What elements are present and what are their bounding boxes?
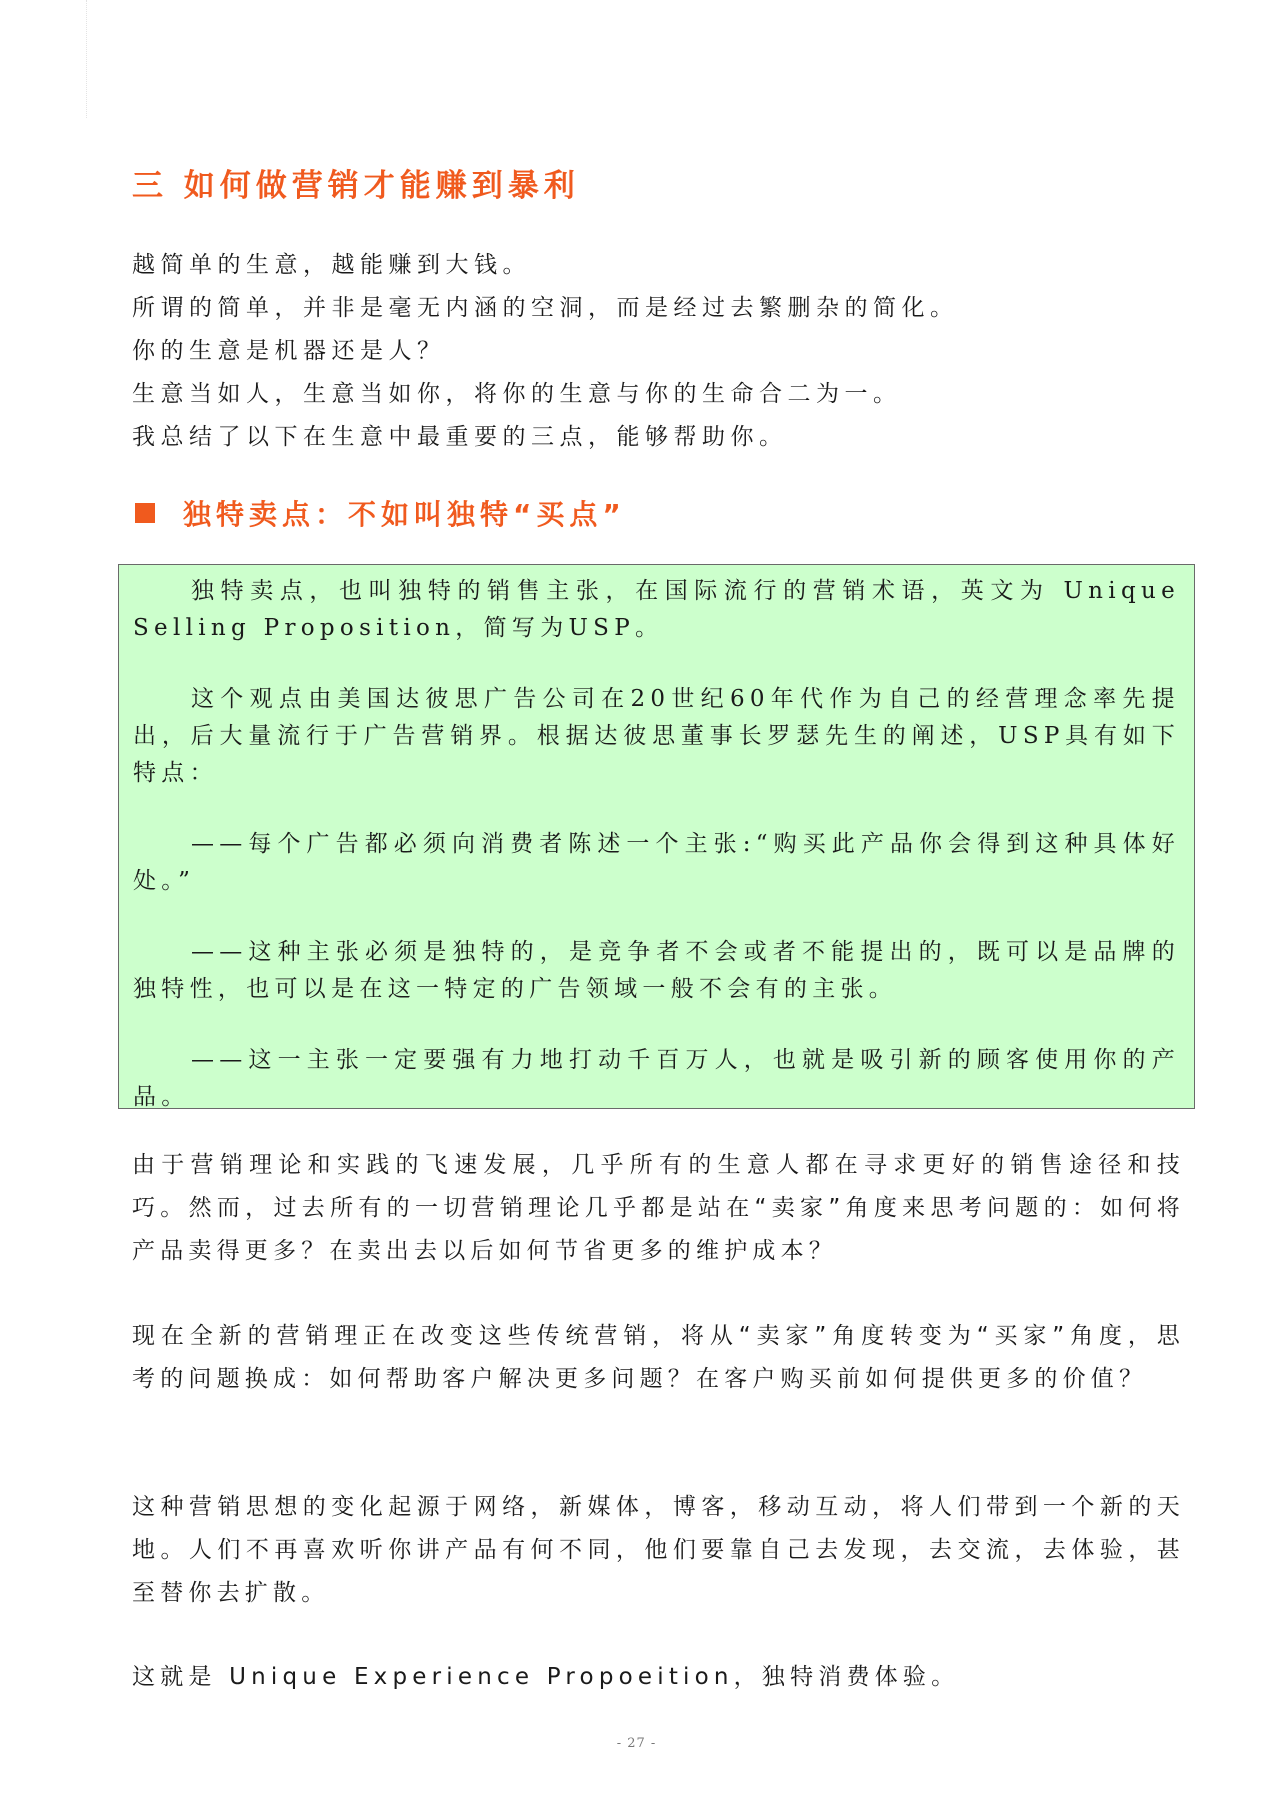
- page-number: - 27 -: [616, 1736, 657, 1751]
- page-edge-mark: [86, 0, 87, 118]
- section-title: 三 如何做营销才能赚到暴利: [132, 168, 580, 204]
- intro-line: 我总结了以下在生意中最重要的三点，能够帮助你。: [132, 424, 788, 450]
- body-paragraph: 这种营销思想的变化起源于网络，新媒体，博客，移动互动，将人们带到一个新的天地。人们不再喜欢听你讲产品有何不同，他们要靠自己去发现，去交流，去体验，甚至替你去扩散。: [132, 1494, 1185, 1606]
- usp-paragraph: 这个观点由美国达彼思广告公司在20世纪60年代作为自己的经营理念率先提出，后大量流行于广告营销界。根据达彼思董事长罗瑟先生的阐述，USP具有如下特点：: [133, 686, 1180, 786]
- intro-line: 越简单的生意，越能赚到大钱。: [132, 252, 531, 278]
- usp-paragraph: ——这种主张必须是独特的，是竞争者不会或者不能提出的，既可以是品牌的独特性，也可以是在这一特定的广告领域一般不会有的主张。: [133, 939, 1180, 1002]
- body-paragraph-closing: 这就是 Unique Experience Propoeition，独特消费体验。: [132, 1664, 960, 1690]
- intro-line: 你的生意是机器还是人？: [132, 338, 446, 364]
- intro-lines: [132, 244, 1172, 459]
- sub-heading: [135, 493, 626, 533]
- body-paragraph: 由于营销理论和实践的飞速发展，几乎所有的生意人都在寻求更好的销售途径和技巧。然而，过去所有的一切营销理论几乎都是站在“卖家”角度来思考问题的：如何将产品卖得更多？在卖出去以后如何节省更多的维护成本？: [132, 1152, 1185, 1264]
- filled-square-icon: [135, 503, 155, 523]
- usp-paragraph: ——每个广告都必须向消费者陈述一个主张:“购买此产品你会得到这种具体好处。”: [133, 831, 1180, 894]
- body-paragraph: 现在全新的营销理正在改变这些传统营销，将从“卖家”角度转变为“买家”角度，思考的问题换成：如何帮助客户解决更多问题？在客户购买前如何提供更多的价值？: [132, 1323, 1185, 1392]
- sub-heading-text: 独特卖点：不如叫独特“买点”: [183, 498, 626, 531]
- intro-line: 所谓的简单，并非是毫无内涵的空洞，而是经过去繁删杂的简化。: [132, 295, 959, 321]
- usp-paragraph: 独特卖点，也叫独特的销售主张，在国际流行的营销术语，英文为 Unique Selling Proposition，简写为USP。: [133, 578, 1180, 641]
- usp-definition-box: [118, 564, 1195, 1109]
- intro-line: 生意当如人，生意当如你，将你的生意与你的生命合二为一。: [132, 381, 902, 407]
- usp-paragraph: ——这一主张一定要强有力地打动千百万人，也就是吸引新的顾客使用你的产品。: [133, 1047, 1180, 1110]
